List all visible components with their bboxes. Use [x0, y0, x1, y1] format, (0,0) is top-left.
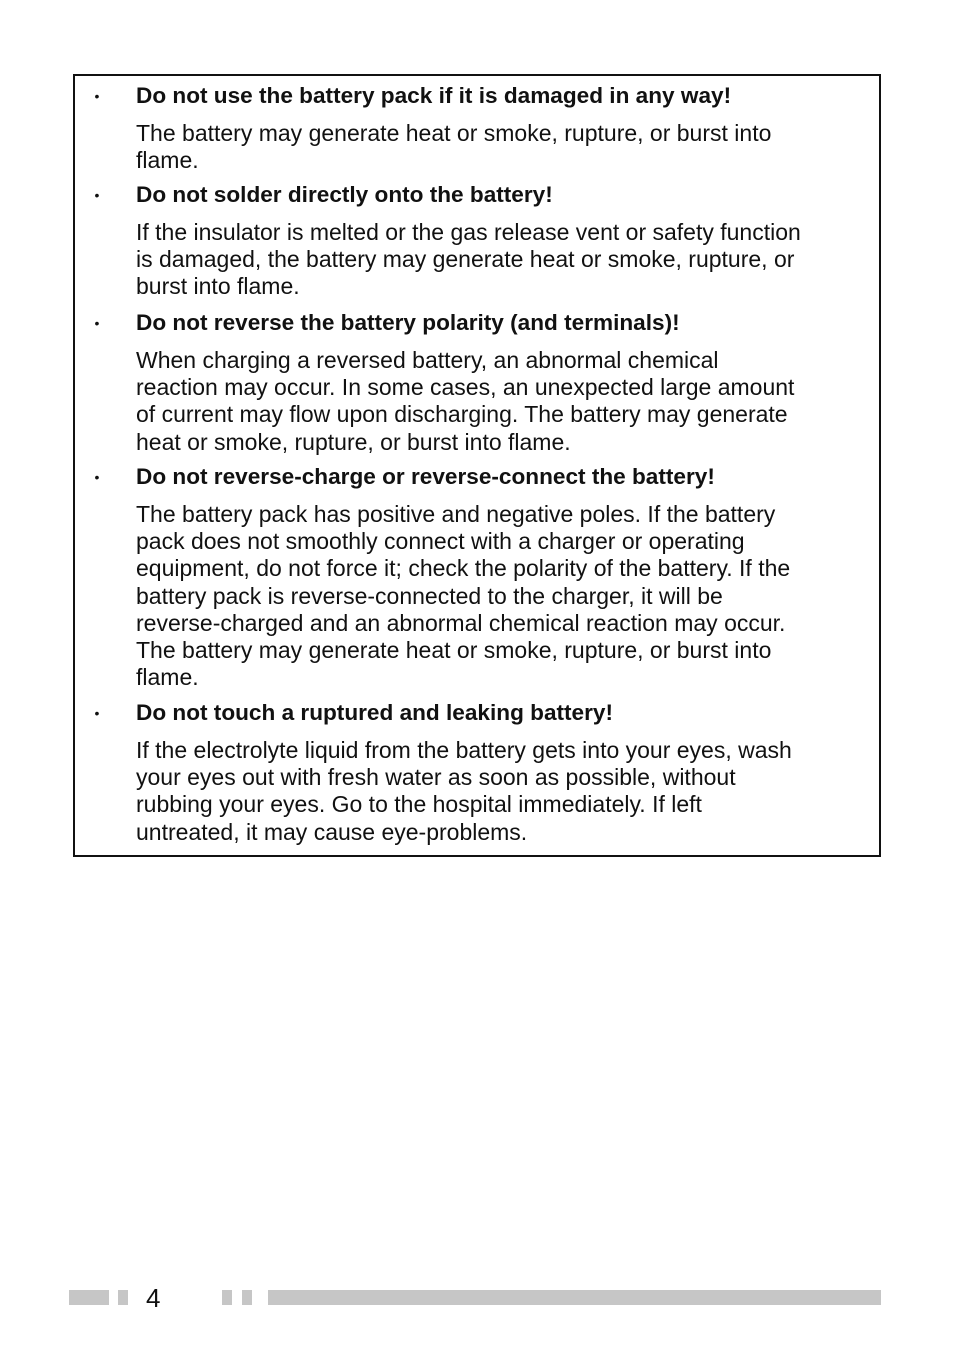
page-footer — [0, 1281, 954, 1317]
warning-body: The battery pack has positive and negative poles. If the battery pack does not smoothly connect with a charger or operating equipment, do not force it; check the polarity of the battery. If the battery pack is reverse-connected to the charger, it will be reverse-charged and an abnormal chemical reaction may occur. The battery may generate heat or smoke, rupture, or burst into flame. — [136, 501, 791, 691]
page-number: 4 — [146, 1283, 161, 1313]
footer-bar-segment — [118, 1290, 128, 1305]
warning-body: If the electrolyte liquid from the battery gets into your eyes, wash your eyes out with fresh water as soon as possible, without rubbing your eyes. Go to the hospital immediately. If left untreated, it may cause eye-problems. — [136, 737, 792, 845]
bullet-marker: • — [94, 469, 100, 485]
footer-bar-segment — [69, 1290, 109, 1305]
warning-body: If the insulator is melted or the gas release vent or safety function is damaged, the battery may generate heat or smoke, rupture, or burst into flame. — [136, 219, 801, 300]
bullet-marker: • — [94, 705, 100, 721]
warning-heading: Do not reverse-charge or reverse-connect the battery! — [136, 464, 715, 489]
footer-bar-segment — [242, 1290, 252, 1305]
warning-heading: Do not touch a ruptured and leaking battery! — [136, 700, 614, 725]
footer-bar-segment — [222, 1290, 232, 1305]
bullet-marker: • — [94, 315, 100, 331]
bullet-marker: • — [94, 88, 100, 104]
warning-body: When charging a reversed battery, an abnormal chemical reaction may occur. In some cases, an unexpected large amount of current may flow upon discharging. The battery may generate heat or smoke, rupture, or burst into flame. — [136, 347, 795, 455]
warning-heading: Do not solder directly onto the battery! — [136, 182, 553, 207]
warning-heading: Do not reverse the battery polarity (and terminals)! — [136, 310, 680, 335]
warning-body: The battery may generate heat or smoke, rupture, or burst into flame. — [136, 120, 772, 174]
footer-bar-long — [268, 1290, 881, 1305]
warning-heading: Do not use the battery pack if it is damaged in any way! — [136, 83, 732, 108]
battery-warning-box — [73, 74, 881, 857]
bullet-marker: • — [94, 187, 100, 203]
